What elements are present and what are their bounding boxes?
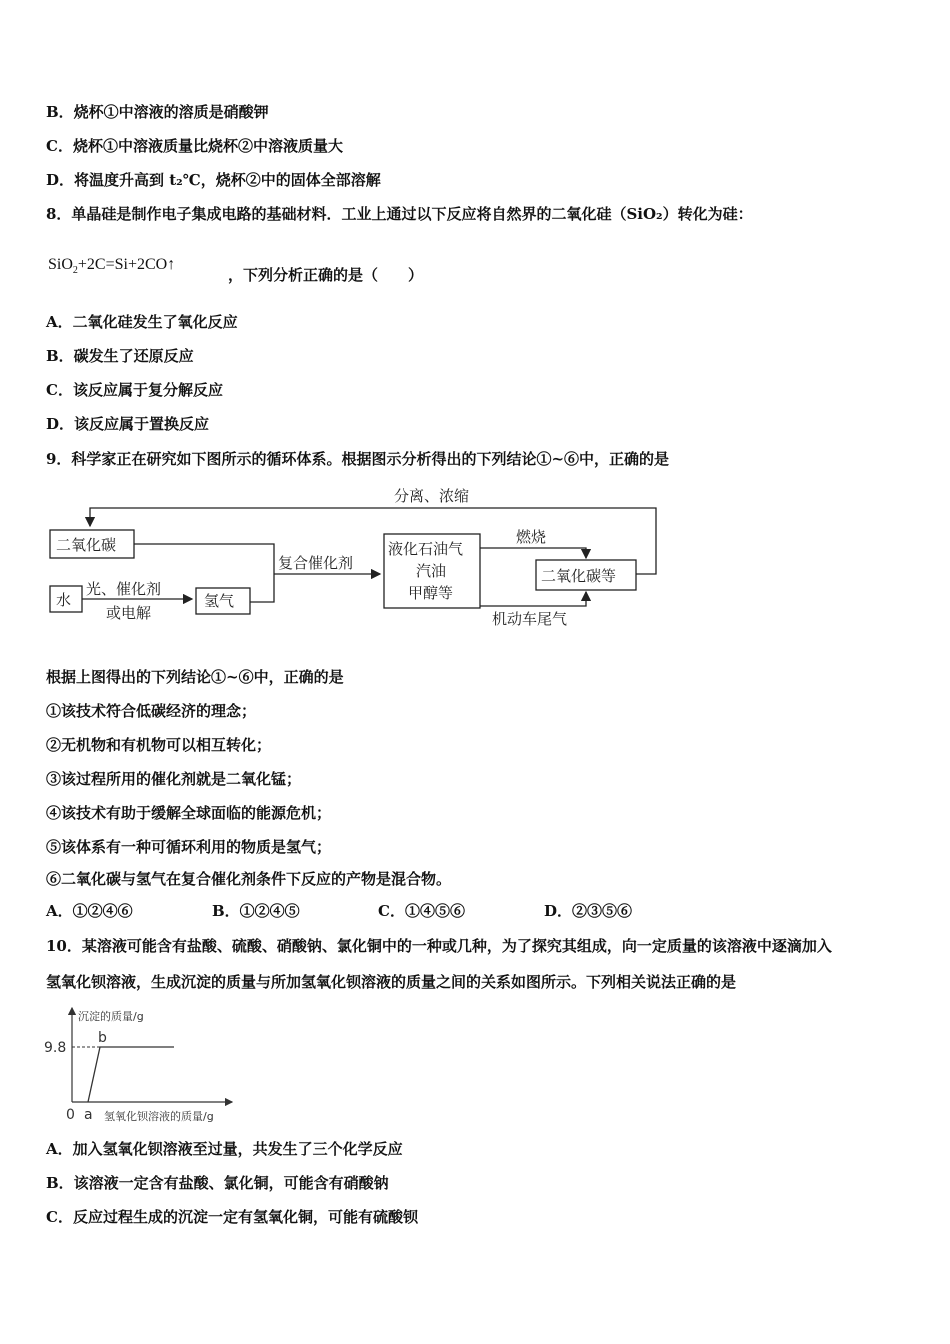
q9-statement-6: ⑥二氧化碳与氢气在复合催化剂条件下反应的产物是混合物。 [46, 870, 452, 888]
q8-option-c: C．该反应属于复分解反应 [46, 381, 223, 399]
label-catalyst: 复合催化剂 [278, 554, 354, 572]
label-co2: 二氧化碳 [56, 536, 117, 554]
label-light: 光、催化剂 [86, 580, 162, 598]
graph-xlabel: 氢氧化钡溶液的质量/g [104, 1110, 214, 1123]
q9-statement-1: ①该技术符合低碳经济的理念； [46, 702, 257, 720]
q10-stem-line-2: 氢氧化钡溶液，生成沉淀的质量与所加氢氧化钡溶液的质量之间的关系如图所示。下列相关说法正确的是 [46, 973, 737, 991]
graph-point-a: a [84, 1107, 93, 1123]
q10-option-a: A．加入氢氧化钡溶液至过量，共发生了三个化学反应 [46, 1140, 403, 1158]
q7-option-c: C．烧杯①中溶液质量比烧杯②中溶液质量大 [46, 137, 343, 155]
q9-choice-a: A．①②④⑥ [46, 902, 133, 920]
q9-statement-4: ④该技术有助于缓解全球面临的能源危机； [46, 804, 332, 822]
q8-equation-question: ，下列分析正确的是（ ） [228, 266, 424, 284]
graph-point-b: b [98, 1030, 107, 1046]
graph-ylabel: 沉淀的质量/g [78, 1010, 144, 1023]
cycle-diagram [46, 482, 666, 632]
label-separate: 分离、浓缩 [394, 487, 470, 505]
q9-lead: 根据上图得出的下列结论①~⑥中，正确的是 [46, 668, 344, 686]
label-exhaust: 机动车尾气 [492, 610, 568, 628]
label-product-1: 液化石油气 [388, 540, 464, 558]
label-water: 水 [56, 591, 72, 609]
q9-statement-3: ③该过程所用的催化剂就是二氧化锰； [46, 770, 302, 788]
label-co2-etc: 二氧化碳等 [541, 567, 617, 585]
label-hydrogen: 氢气 [204, 592, 235, 610]
q9-choice-d: D．②③⑤⑥ [544, 902, 633, 920]
q9-statement-2: ②无机物和有机物可以相互转化； [46, 736, 272, 754]
q9-statement-5: ⑤该体系有一种可循环利用的物质是氢气； [46, 838, 332, 856]
q9-choice-b: B．①②④⑤ [212, 902, 300, 920]
arrow-burn [480, 548, 586, 558]
q9-choice-c: C．①④⑤⑥ [378, 902, 465, 920]
label-electrolysis: 或电解 [106, 604, 152, 622]
q8-option-b: B．碳发生了还原反应 [46, 347, 194, 365]
label-product-3: 甲醇等 [408, 584, 454, 602]
q7-option-b: B．烧杯①中溶液的溶质是硝酸钾 [46, 103, 269, 121]
q10-option-c: C．反应过程生成的沉淀一定有氢氧化铜，可能有硫酸钡 [46, 1208, 418, 1226]
q9-stem: 9．科学家正在研究如下图所示的循环体系。根据图示分析得出的下列结论①~⑥中，正确的是 [46, 450, 670, 468]
label-product-2: 汽油 [416, 562, 447, 580]
q10-stem-line-1: 10．某溶液可能含有盐酸、硫酸、硝酸钠、氯化铜中的一种或几种，为了探究其组成，向一定质量的该溶液中逐滴加入 [46, 937, 832, 955]
q8-option-a: A．二氧化硅发生了氧化反应 [46, 313, 238, 331]
q7-option-d: D．将温度升高到 t₂℃，烧杯②中的固体全部溶解 [46, 171, 381, 189]
q8-stem: 8．单晶硅是制作电子集成电路的基础材料．工业上通过以下反应将自然界的二氧化硅（SiO₂）转化为硅： [46, 205, 753, 223]
label-burn: 燃烧 [516, 528, 547, 546]
q9-choices [46, 901, 632, 921]
q8-equation: SiO$_2$+2C=Si+2CO↑ [48, 256, 176, 277]
graph-curve [88, 1047, 174, 1102]
arrow-exhaust [480, 592, 586, 606]
graph-y-value: 9.8 [44, 1040, 67, 1056]
q10-option-b: B．该溶液一定含有盐酸、氯化铜，可能含有硝酸钠 [46, 1174, 389, 1192]
graph-origin: 0 [66, 1107, 75, 1123]
q8-option-d: D．该反应属于置换反应 [46, 415, 210, 433]
precipitate-graph [44, 1004, 244, 1128]
